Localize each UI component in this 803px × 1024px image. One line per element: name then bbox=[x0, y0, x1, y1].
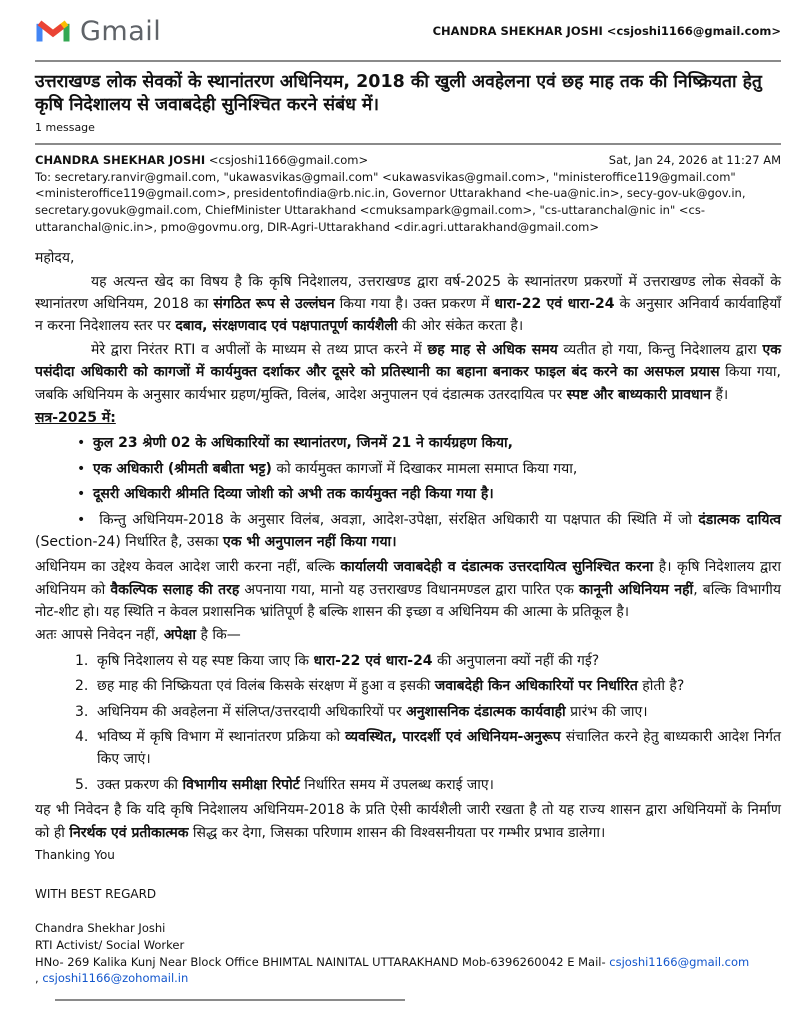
body-block-para bbox=[35, 407, 781, 429]
text-segment: एक पसंदीदा अधिकारी को कागजों में कार्यमुक्त दर्शाकर और दूसरे को प्रतिस्थानी का बहाना बनाकर फाइल बंद करने का असफल प्रयास bbox=[35, 341, 781, 381]
text-segment: कुल 23 श्रेणी 02 के अधिकारियों का स्थानांतरण, जिनमें 21 ने कार्यग्रहण किया, bbox=[93, 435, 513, 452]
text-segment: स्पष्ट और बाध्यकारी प्रावधान bbox=[566, 386, 712, 403]
message-date: Sat, Jan 24, 2026 at 11:27 AM bbox=[608, 152, 781, 167]
text-segment: के अनुसार अनिवार्य कार्यवाहियाँ न करना निदेशालय स्तर पर bbox=[35, 296, 781, 335]
text-segment: की अनुपालना क्यों नहीं की गई? bbox=[432, 652, 600, 669]
body-block-para bbox=[35, 624, 781, 646]
text-segment: व्यतीत हो गया, किन्तु निदेशालय द्वारा bbox=[557, 341, 763, 358]
body-block-numbered bbox=[35, 726, 781, 771]
message-count: 1 message bbox=[35, 120, 95, 134]
body-block-para bbox=[35, 799, 781, 844]
text-segment: छह माह से अधिक समय bbox=[427, 341, 558, 358]
body-block-para bbox=[35, 556, 781, 623]
text-segment: किया गया, जबकि अधिनियम के अनुसार कार्यभार ग्रहण/मुक्ति, विलंब, आदेश अनुपालन एवं दंडात्मक उतरदायित्व पर bbox=[35, 364, 781, 403]
body-block-para bbox=[35, 271, 781, 338]
text-segment: किया गया है। उक्त प्रकरण में bbox=[334, 296, 495, 312]
text-segment: अपनाया गया, मानो यह उत्तराखण्ड विधानमण्डल द्वारा पारित एक bbox=[239, 581, 579, 598]
text-segment: HNo- 269 Kalika Kunj Near Block Office BHIMTAL NAINITAL UTTARAKHAND Mob-6396260042 E Mail- bbox=[35, 954, 610, 969]
text-segment: छह माह की निष्क्रियता एवं विलंब किसके संरक्षण में हुआ व इसकी bbox=[97, 678, 435, 695]
from-email: <csjoshi1166@gmail.com> bbox=[208, 152, 369, 167]
text-segment: संचालित करने हेतु बाध्यकारी आदेश निर्गत किए जाएं। bbox=[97, 729, 781, 768]
text-segment: दबाव, संरक्षणवाद एवं पक्षपातपूर्ण कार्यशैली bbox=[175, 318, 398, 335]
body-block-para bbox=[35, 339, 781, 406]
subject-divider bbox=[35, 143, 781, 145]
email-link[interactable]: csjoshi1166@zohomail.in bbox=[42, 971, 189, 986]
text-segment: हैं। bbox=[711, 386, 729, 403]
text-segment: व्यवस्थित, पारदर्शी एवं अधिनियम-अनुरूप bbox=[345, 729, 561, 746]
text-segment: मेरे द्वारा निरंतर RTI व अपीलों के माध्यम से तथ्य प्राप्त करने में bbox=[91, 341, 428, 358]
body-block-numbered bbox=[35, 701, 781, 723]
text-segment: महोदय, bbox=[35, 250, 75, 267]
text-segment: (Section-24) निर्धारित है, उसका bbox=[35, 533, 223, 550]
text-segment: जवाबदेही किन अधिकारियों पर निर्धारित bbox=[434, 678, 638, 695]
text-segment: Chandra Shekhar Joshi bbox=[35, 921, 166, 936]
page-header bbox=[35, 8, 781, 54]
list-number: 3. bbox=[75, 703, 89, 720]
body-block-sig bbox=[35, 937, 781, 954]
text-segment: को कार्यमुक्त कागजों में दिखाकर मामला समाप्त किया गया, bbox=[271, 460, 578, 477]
text-segment: किन्तु अधिनियम-2018 के अनुसार विलंब, अवज्ञा, आदेश-उपेक्षा, संरक्षित अधिकारी या पक्षपात की स्थिति में जो bbox=[99, 511, 699, 528]
footer-divider bbox=[55, 999, 405, 1001]
text-segment: एक भी अनुपालन नहीं किया गया। bbox=[222, 533, 397, 550]
list-number: 1. bbox=[75, 652, 89, 669]
text-segment: दंडात्मक दायित्व bbox=[698, 511, 781, 528]
body-block-numbered bbox=[35, 650, 781, 672]
text-segment: अतः आपसे निवेदन नहीं, bbox=[35, 627, 164, 644]
text-segment: उक्त प्रकरण की bbox=[97, 776, 183, 793]
text-segment: है कि— bbox=[196, 627, 241, 644]
body-block-sig bbox=[35, 920, 781, 937]
list-number: 5. bbox=[75, 776, 89, 793]
message-meta-row bbox=[35, 153, 781, 167]
text-segment: एक अधिकारी (श्रीमती बबीता भट्ट) bbox=[93, 460, 272, 477]
text-segment: होती है? bbox=[637, 678, 685, 695]
gmail-logo-icon bbox=[35, 17, 71, 45]
body-block-numbered bbox=[35, 675, 781, 697]
body-block-sig bbox=[35, 954, 781, 971]
body-block-para bbox=[35, 247, 781, 269]
text-segment: RTI Activist/ Social Worker bbox=[35, 938, 185, 953]
email-subject: उत्तराखण्ड लोक सेवकों के स्थानांतरण अधिनियम, 2018 की खुली अवहेलना एवं छह माह तक की निष्क्रियता हेतु कृषि निदेशालय से जवाबदेही सुनिश्चित करने संबंध में। bbox=[35, 72, 762, 116]
text-segment: कार्यालयी जवाबदेही व दंडात्मक उत्तरदायित्व सुनिश्चित करना bbox=[340, 559, 654, 576]
text-segment: अनुशासनिक दंडात्मक कार्यवाही bbox=[406, 703, 566, 720]
text-segment: यह अत्यन्त खेद का विषय है कि कृषि निदेशालय, उत्तराखण्ड द्वारा वर्ष-2025 के स्थानांतरण प्रकरणों में उत्तराखण्ड लोक सेवकों के स्थानांतरण अधिनियम, 2018 का bbox=[35, 273, 781, 312]
from-line bbox=[35, 153, 368, 167]
body-block-bullet bbox=[35, 458, 781, 480]
gmail-wordmark: Gmail bbox=[80, 15, 162, 47]
text-segment: निर्धारित समय में उपलब्ध कराई जाए। bbox=[299, 776, 494, 793]
list-number: 4. bbox=[75, 729, 89, 746]
text-segment: कृषि निदेशालय से यह स्पष्ट किया जाए कि bbox=[97, 652, 314, 669]
text-segment: WITH BEST REGARD bbox=[35, 887, 157, 902]
text-segment: की ओर संकेत करता है। bbox=[397, 318, 524, 335]
text-segment: Thanking You bbox=[35, 847, 115, 862]
text-segment: कानूनी अधिनियम नहीं bbox=[578, 581, 694, 598]
body-block-bullet bbox=[35, 432, 781, 454]
text-segment: , बल्कि विभागीय नोट-शीट हो। यह स्थिति न केवल प्रशासनिक भ्रांतिपूर्ण है बल्कि शासन की इच्छा व अधिनियम की आत्मा के प्रतिकूल है। bbox=[35, 581, 781, 621]
text-segment: विभागीय समीक्षा रिपोर्ट bbox=[182, 776, 300, 793]
text-segment: अधिनियम का उद्देश्य केवल आदेश जारी करना नहीं, बल्कि bbox=[35, 559, 341, 576]
text-segment: दूसरी अधिकारी श्रीमति दिव्या जोशी को अभी तक कार्यमुक्त नही किया गया है। bbox=[93, 486, 494, 503]
text-segment: भविष्य में कृषि विभाग में स्थानांतरण प्रक्रिया को bbox=[97, 729, 346, 746]
body-block-sig bbox=[35, 970, 781, 987]
body-block-latin bbox=[35, 885, 781, 904]
text-segment: निरर्थक एवं प्रतीकात्मक bbox=[69, 824, 189, 841]
text-segment: अपेक्षा bbox=[163, 627, 197, 644]
body-block-bullet-flush bbox=[35, 509, 781, 554]
list-number: 2. bbox=[75, 678, 89, 695]
text-segment: अधिनियम की अवहेलना में संलिप्त/उत्तरदायी अधिकारियों पर bbox=[97, 703, 407, 720]
header-divider bbox=[35, 60, 781, 62]
email-body bbox=[35, 247, 781, 987]
body-block-latin bbox=[35, 846, 781, 865]
text-segment: संगठित रूप से उल्लंघन bbox=[213, 296, 335, 312]
account-identity: CHANDRA SHEKHAR JOSHI <csjoshi1166@gmail.com> bbox=[432, 24, 781, 38]
from-name: CHANDRA SHEKHAR JOSHI bbox=[35, 152, 206, 167]
body-block-bullet bbox=[35, 483, 781, 505]
text-segment: यह भी निवेदन है कि यदि कृषि निदेशालय अधिनियम-2018 के प्रति ऐसी कार्यशैली जारी रखता है तो यह राज्य शासन द्वारा अधिनियमों के निर्माण को ही bbox=[35, 802, 781, 841]
text-segment: धारा-22 एवं धारा-24 bbox=[313, 652, 433, 669]
text-segment: , bbox=[35, 971, 43, 986]
text-segment: धारा-22 एवं धारा-24 bbox=[494, 296, 615, 312]
text-segment: है। कृषि निदेशालय द्वारा अधिनियम को bbox=[35, 559, 781, 598]
to-recipients: To: secretary.ranvir@gmail.com, "ukawasvikas@gmail.com" <ukawasvikas@gmail.com>, "ministeroffice119@gmail.com" <ministeroffice119@gmail.com>, presidentofindia@rb.nic.in, Governor Uttarakhand <he-ua@nic.in>, secy-gov-uk@gov.in, secretary.govuk@gmail.com, ChiefMinister Uttarakhand <cmuksampark@gmail.com>, "cs-uttaranchal@nic in" <cs-uttaranchal@nic.in>, pmo@govmu.org, DIR-Agri-Uttarakhand <dir.agri.uttarakhand@gmail.com> bbox=[35, 169, 746, 234]
body-block-numbered bbox=[35, 774, 781, 796]
gmail-brand bbox=[35, 16, 161, 47]
text-segment: प्रारंभ की जाए। bbox=[565, 703, 648, 720]
text-segment: सत्र-2025 में: bbox=[35, 409, 116, 426]
text-segment: वैकल्पिक सलाह की तरह bbox=[110, 581, 240, 598]
email-link[interactable]: csjoshi1166@gmail.com bbox=[609, 954, 750, 969]
text-segment: सिद्ध कर देगा, जिसका परिणाम शासन की विश्वसनीयता पर गम्भीर प्रभाव डालेगा। bbox=[188, 824, 606, 841]
